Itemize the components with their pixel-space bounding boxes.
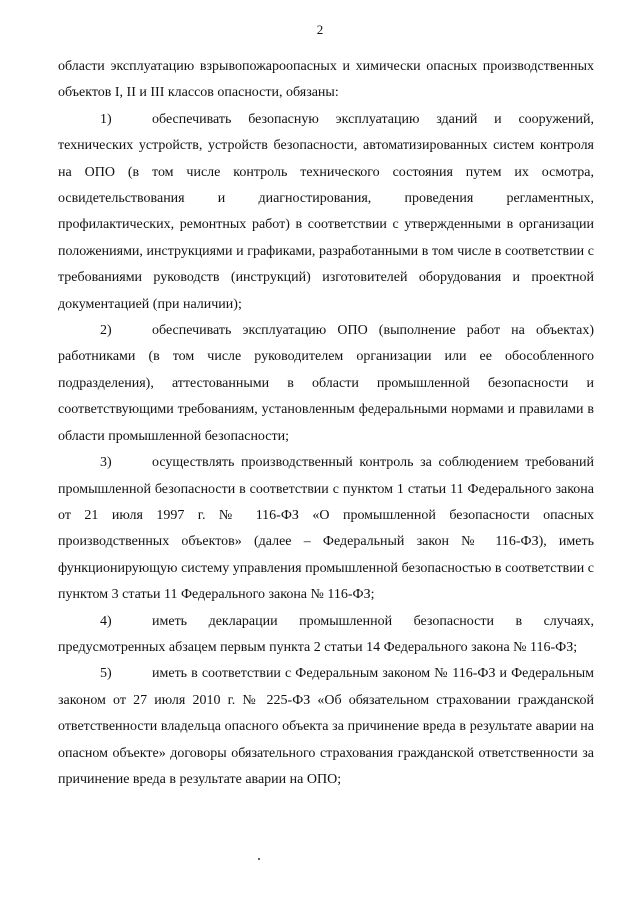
list-item-3-number: 3) — [100, 455, 112, 471]
list-item-2 — [58, 318, 594, 450]
page-number: 2 — [316, 22, 324, 37]
list-item-5-number: 5) — [100, 666, 112, 682]
list-item-3-text: осуществлять производственный контроль за соблюдением требований промышленной безопасности в соответствии с пунктом 1 статьи 11 Федерального закона от 21 июля 1997 г. № 116-ФЗ «О промышленной безопасности опасных производственных объектов» (далее – Федеральный закон № 116-ФЗ), иметь функционирующую систему управления промышленной безопасностью в соответствии с пунктом 3 статьи 11 Федерального закона № 116-ФЗ; — [58, 455, 594, 603]
list-item-4 — [58, 609, 594, 662]
list-item-2-text: обеспечивать эксплуатацию ОПО (выполнение работ на объектах) работниками (в том числе руководителем организации или ее обособленного подразделения), аттестованными в области промышленной безопасности и соответствующими требованиям, установленным федеральными нормами и правилами в области промышленной безопасности; — [58, 323, 594, 444]
list-item-1-number: 1) — [100, 111, 112, 127]
list-item-1 — [58, 107, 594, 318]
intro-paragraph: области эксплуатацию взрывопожароопасных и химически опасных производственных объектов I, II и III классов опасности, обязаны: — [58, 59, 594, 101]
list-item-4-number: 4) — [100, 613, 112, 629]
list-item-4-text: иметь декларации промышленной безопасности в случаях, предусмотренных абзацем первым пункта 2 статьи 14 Федерального закона № 116-ФЗ; — [58, 613, 594, 655]
list-item-2-number: 2) — [100, 323, 112, 339]
list-item-3 — [58, 450, 594, 608]
document-body — [58, 54, 594, 793]
list-item-5-text: иметь в соответствии с Федеральным законом № 116-ФЗ и Федеральным законом от 27 июля 2010 г. № 225-ФЗ «Об обязательном страховании гражданской ответственности владельца опасного объекта за причинение вреда в результате аварии на опасном объекте» договоры обязательного страхования гражданской ответственности за причинение вреда в результате аварии на ОПО; — [58, 666, 594, 787]
scan-speck — [258, 858, 260, 860]
list-item-1-text: обеспечивать безопасную эксплуатацию зданий и сооружений, технических устройств, устройств безопасности, автоматизированных систем контроля на ОПО (в том числе контроль технического состояния путем их осмотра, освидетельствования и диагностирования, проведения регламентных, профилактических, ремонтных работ) в соответствии с утвержденными в организации положениями, инструкциями и графиками, разработанными в том числе в соответствии с требованиями руководств (инструкций) изготовителей оборудования и проектной документацией (при наличии); — [58, 111, 594, 312]
list-item-5 — [58, 661, 594, 793]
